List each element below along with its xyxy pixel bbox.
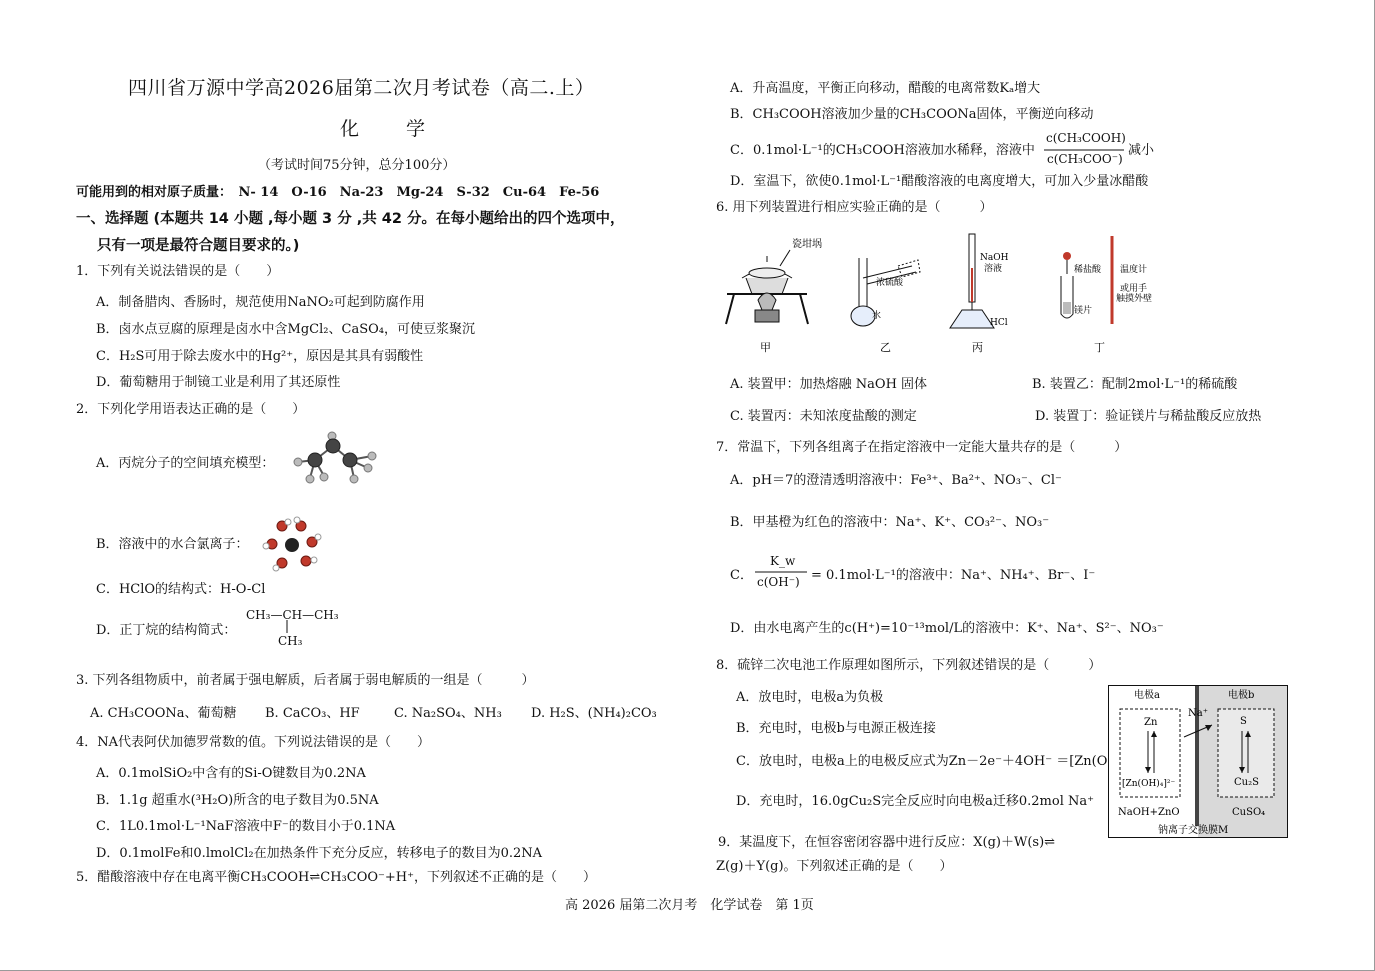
q7-option-d: D．由水电离产生的c(H⁺)=10⁻¹³mol/L的溶液中：K⁺、Na⁺、S²⁻、NO₃⁻ xyxy=(730,621,1164,636)
q2-stem: 2．下列化学用语表达正确的是（ ） xyxy=(76,402,306,417)
q8-option-b: B．充电时，电极b与电源正极连接 xyxy=(736,721,936,736)
q8-option-a: A．放电时，电极a为负极 xyxy=(736,690,884,705)
q6-label-solution: 溶液 xyxy=(984,264,1003,274)
q1-option-b: B．卤水点豆腐的原理是卤水中含MgCl₂、CaSO₄，可使豆浆聚沉 xyxy=(96,322,475,337)
q1-option-a: A．制备腊肉、香肠时，规范使用NaNO₂可起到防腐作用 xyxy=(96,295,425,310)
q5-option-a: A．升高温度，平衡正向移动，醋酸的电离常数Kₐ增大 xyxy=(730,81,1041,96)
q2-option-c: C．HClO的结构式：H-O-Cl xyxy=(96,582,266,597)
q6-label-ding: 丁 xyxy=(1094,341,1105,354)
q6-apparatus-figure xyxy=(722,228,1172,358)
q9-stem-line2: Z(g)＋Y(g)。下列叙述正确的是（ ） xyxy=(716,859,953,874)
q8-fig-cu2s: Cu₂S xyxy=(1234,777,1259,788)
q3-option-d: D. H₂S、(NH₄)₂CO₃ xyxy=(531,706,657,721)
q9-stem-line1: 9．某温度下，在恒容密闭容器中进行反应：X(g)＋W(s)⇌ xyxy=(718,835,1056,850)
q1-stem: 1．下列有关说法错误的是（ ） xyxy=(76,264,280,279)
section-heading-line2: 只有一项是最符合题目要求的。) xyxy=(97,238,300,254)
q3-option-c: C. Na₂SO₄、NH₃ xyxy=(394,706,502,721)
q1-option-d: D．葡萄糖用于制镜工业是利用了其还原性 xyxy=(96,375,341,390)
q6-label-dilute-hcl: 稀盐酸 xyxy=(1074,265,1102,275)
q6-label-crucible: 瓷坩埚 xyxy=(792,239,822,250)
q8-battery-figure xyxy=(1108,685,1289,839)
q5-option-b: B．CH₃COOH溶液加少量的CH₃COONa固体，平衡逆向移动 xyxy=(730,107,1094,122)
q2-d-branch-line xyxy=(286,620,290,634)
q3-option-b: B. CaCO₃、HF xyxy=(265,706,360,721)
page-footer: 高 2026 届第二次月考 化学试卷 第 1页 xyxy=(565,898,814,913)
q7-stem: 7．常温下，下列各组离子在指定溶液中一定能大量共存的是（ ） xyxy=(716,440,1128,455)
q8-option-c: C．放电时，电极a上的电极反应式为Zn－2e⁻＋4OH⁻ ＝[Zn(O xyxy=(736,754,1108,769)
q5-stem: 5．醋酸溶液中存在电离平衡CH₃COOH⇌CH₃COO⁻+H⁺，下列叙述不正确的是（ ） xyxy=(76,870,596,885)
q6-label-mg: 镁片 xyxy=(1074,306,1093,316)
q8-fig-left-solution: NaOH+ZnO xyxy=(1118,807,1180,818)
q5-option-c-prefix: C．0.1mol·L⁻¹的CH₃COOH溶液加水稀释，溶液中 xyxy=(730,143,1035,158)
q8-fig-zn: Zn xyxy=(1144,717,1158,728)
q5-option-c-numerator: c(CH₃COOH) xyxy=(1046,131,1126,145)
q8-fig-membrane: 钠离子交换膜M xyxy=(1158,825,1229,836)
q1-option-c: C．H₂S可用于除去废水中的Hg²⁺，原因是其具有弱酸性 xyxy=(96,349,424,364)
q6-stem: 6. 用下列装置进行相应实验正确的是（ ） xyxy=(716,200,993,215)
q8-fig-zn-complex: [Zn(OH)₄]²⁻ xyxy=(1122,779,1176,789)
q5-option-c-suffix: 减小 xyxy=(1128,143,1155,158)
q6-label-naoh: NaOH xyxy=(980,253,1009,263)
q4-option-b: B．1.1g 超重水(³H₂O)所含的电子数目为0.5NA xyxy=(96,793,379,808)
q7-option-c-suffix: = 0.1mol·L⁻¹的溶液中：Na⁺、NH₄⁺、Br⁻、I⁻ xyxy=(811,568,1096,583)
propane-model-figure xyxy=(288,432,383,492)
q5-option-c-fraction-bar xyxy=(1044,149,1126,151)
q6-label-conc-acid: 浓硫酸 xyxy=(876,278,904,288)
q6-option-d: D. 装置丁：验证镁片与稀盐酸反应放热 xyxy=(1035,409,1262,424)
q7-option-c-denominator: c(OH⁻) xyxy=(757,575,800,589)
q6-label-yi: 乙 xyxy=(880,341,891,354)
q5-option-d: D．室温下，欲使0.1mol·L⁻¹醋酸溶液的电离度增大，可加入少量冰醋酸 xyxy=(730,174,1149,189)
q6-label-touch: 触摸外壁 xyxy=(1116,294,1153,304)
q4-stem: 4．NA代表阿伏加德罗常数的值。下列说法错误的是（ ） xyxy=(76,735,431,750)
exam-info: （考试时间75分钟，总分100分） xyxy=(258,158,456,173)
atomic-masses: 可能用到的相对原子质量： N- 14 O-16 Na-23 Mg-24 S-32 Cu-64 Fe-56 xyxy=(76,185,600,200)
q8-option-d: D．充电时，16.0gCu₂S完全反应时向电极a迁移0.2mol Na⁺ xyxy=(736,794,1094,809)
subject-title: 化 学 xyxy=(340,118,440,140)
q6-label-hcl: HCl xyxy=(990,318,1008,328)
q2-option-a: A．丙烷分子的空间填充模型： xyxy=(96,456,275,471)
section-heading-line1: 一、选择题 (本题共 14 小题 ,每小题 3 分 ,共 42 分。在每小题给出的四个选项中， xyxy=(76,211,625,227)
q6-label-bing: 丙 xyxy=(972,341,983,354)
q6-label-jia: 甲 xyxy=(760,341,771,354)
q5-option-c-denominator: c(CH₃COO⁻) xyxy=(1047,152,1123,166)
q6-option-b: B. 装置乙：配制2mol·L⁻¹的稀硫酸 xyxy=(1032,377,1238,392)
q8-fig-electrode-b: 电极b xyxy=(1228,690,1255,701)
q8-fig-electrode-a: 电极a xyxy=(1134,690,1160,701)
q4-option-a: A．0.1molSiO₂中含有的Si-O键数目为0.2NA xyxy=(96,766,366,781)
q7-option-c-numerator: K_w xyxy=(770,554,796,568)
q8-fig-na: Na⁺ xyxy=(1188,708,1208,719)
q4-option-d: D．0.1molFe和0.lmolCl₂在加热条件下充分反应，转移电子的数目为0.2NA xyxy=(96,846,543,861)
q3-stem: 3. 下列各组物质中，前者属于强电解质，后者属于弱电解质的一组是（ ） xyxy=(76,673,535,688)
q7-option-c-prefix: C． xyxy=(730,568,753,583)
exam-title: 四川省万源中学高2026届第二次月考试卷（高二.上） xyxy=(128,77,595,99)
q3-option-a: A. CH₃COONa、葡萄糖 xyxy=(90,706,237,721)
q2-option-b: B．溶液中的水合氯离子： xyxy=(96,537,249,552)
q6-label-or-hand: 或用手 xyxy=(1120,284,1148,294)
q7-option-a: A．pH＝7的澄清透明溶液中：Fe³⁺、Ba²⁺、NO₃⁻、Cl⁻ xyxy=(730,473,1062,488)
q8-fig-s: S xyxy=(1240,716,1247,727)
q7-option-b: B．甲基橙为红色的溶液中：Na⁺、K⁺、CO₃²⁻、NO₃⁻ xyxy=(730,515,1050,530)
q2-d-struct-bottom: CH₃ xyxy=(278,634,303,648)
q4-option-c: C．1L0.1mol·L⁻¹NaF溶液中F⁻的数目小于0.1NA xyxy=(96,819,396,834)
q2-d-struct-top: CH₃—CH—CH₃ xyxy=(246,608,339,622)
hydrated-chloride-figure xyxy=(262,516,324,574)
q8-stem: 8．硫锌二次电池工作原理如图所示，下列叙述错误的是（ ） xyxy=(716,658,1102,673)
q8-fig-right-solution: CuSO₄ xyxy=(1232,807,1266,818)
q2-option-d: D．正丁烷的结构简式： xyxy=(96,623,237,638)
q6-label-water: 水 xyxy=(872,311,882,321)
q6-option-a: A. 装置甲：加热熔融 NaOH 固体 xyxy=(730,377,928,392)
q6-label-thermometer: 温度计 xyxy=(1120,265,1148,275)
q6-option-c: C. 装置丙：未知浓度盐酸的测定 xyxy=(730,409,917,424)
q7-option-c-fraction-bar xyxy=(755,571,809,573)
